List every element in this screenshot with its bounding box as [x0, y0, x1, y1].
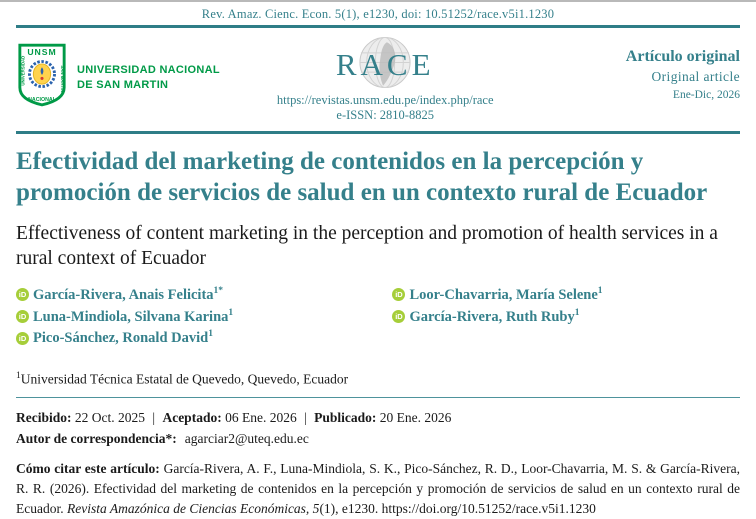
author-row	[392, 308, 740, 326]
orcid-icon[interactable]: iD	[16, 332, 29, 345]
author-row	[392, 286, 740, 304]
separator: |	[304, 410, 307, 426]
correspondence-email-link[interactable]: agarciar2@uteq.edu.ec	[184, 431, 309, 447]
race-logo	[310, 38, 460, 92]
authors-left-column	[16, 286, 392, 347]
race-logo-text: RACE	[335, 47, 435, 82]
separator: |	[152, 410, 156, 426]
author-name: Luna-Mindiola, Silvana Karina$^1$	[33, 307, 234, 325]
article-title-es: Efectividad del marketing de contenidos en la percepción y promoción de servicios de salud en un contexto rural de Ecuador	[16, 148, 708, 206]
article-type-en: Original article	[651, 69, 740, 85]
correspondence-line	[16, 429, 740, 449]
cite-text: García-Rivera, A. F., Luna-Mindiola, S. K., Pico-Sánchez, R. D., Loor-Chavarria, M. S. & García-Rivera, R. R. (2026). Efectividad del marketing de contenidos en la percepción y promoción de servicios de salud en un contexto rural de Ecuador.	[16, 460, 740, 517]
affiliation-line: $^1$Universidad Técnica Estatal de Quevedo, Quevedo, Ecuador	[16, 371, 349, 387]
article-title-en: Effectiveness of content marketing in the perception and promotion of health services in a rural context of Ecuador	[16, 223, 718, 270]
author-name: Loor-Chavarria, María Selene$^1$	[409, 285, 603, 303]
authors-right-column	[392, 286, 740, 347]
accepted-label: Aceptado:	[162, 410, 222, 426]
received-date: 22 Oct. 2025	[74, 410, 145, 426]
cite-issue: (1), e1230.	[319, 501, 382, 517]
orcid-icon[interactable]: iD	[16, 288, 29, 301]
citation-paragraph	[16, 459, 740, 519]
svg-text:NACIONAL: NACIONAL	[28, 97, 56, 103]
issue-period: Ene-Dic, 2026	[672, 89, 740, 102]
author-name: Pico-Sánchez, Ronald David$^1$	[33, 329, 213, 347]
article-meta	[16, 408, 740, 519]
article-type-block	[529, 46, 740, 103]
journal-url-link[interactable]: https://revistas.unsm.edu.pe/index.php/race	[276, 93, 494, 107]
cite-journal-italic: Revista Amazónica de Ciencias Económicas, 5	[66, 501, 320, 517]
article-type-es: Artículo original	[625, 48, 740, 65]
orcid-icon[interactable]: iD	[16, 310, 29, 323]
dates-line	[16, 408, 740, 428]
received-label: Recibido:	[16, 410, 72, 426]
affiliation-rule	[16, 397, 740, 399]
svg-text:SAN MARTIN: SAN MARTIN	[59, 65, 65, 93]
accepted-date: 06 Ene. 2026	[225, 410, 297, 426]
eissn-label: e-ISSN: 2810-8825	[336, 108, 434, 122]
university-name: UNIVERSIDAD NACIONAL DE SAN MARTIN	[77, 64, 220, 91]
header-rule	[16, 131, 740, 134]
page-header	[16, 28, 740, 131]
author-name: García-Rivera, Anais Felicita$^{1*}$	[33, 285, 224, 303]
unsm-crest-icon	[16, 42, 68, 113]
cite-doi-link[interactable]: https://doi.org/10.51252/race.v5i1.1230	[381, 501, 596, 517]
journal-doi-line: Rev. Amaz. Cienc. Econ. 5(1), e1230, doi: 10.51252/race.v5i1.1230	[201, 7, 555, 21]
author-name: García-Rivera, Ruth Ruby$^1$	[409, 307, 580, 325]
orcid-icon[interactable]: iD	[392, 310, 405, 323]
svg-text:UNIVERSIDAD: UNIVERSIDAD	[20, 55, 26, 86]
cite-label: Cómo citar este artículo:	[16, 460, 160, 476]
authors-block	[16, 286, 740, 347]
author-row	[16, 286, 392, 304]
author-row	[16, 308, 392, 326]
university-logo-block	[16, 42, 241, 113]
journal-logo-block	[241, 38, 529, 123]
published-date: 20 Ene. 2026	[379, 410, 452, 426]
orcid-icon[interactable]: iD	[392, 288, 405, 301]
author-row	[16, 329, 392, 347]
svg-text:UNSM: UNSM	[27, 46, 57, 57]
published-label: Publicado:	[314, 410, 377, 426]
correspondence-label: Autor de correspondencia*:	[16, 431, 177, 447]
